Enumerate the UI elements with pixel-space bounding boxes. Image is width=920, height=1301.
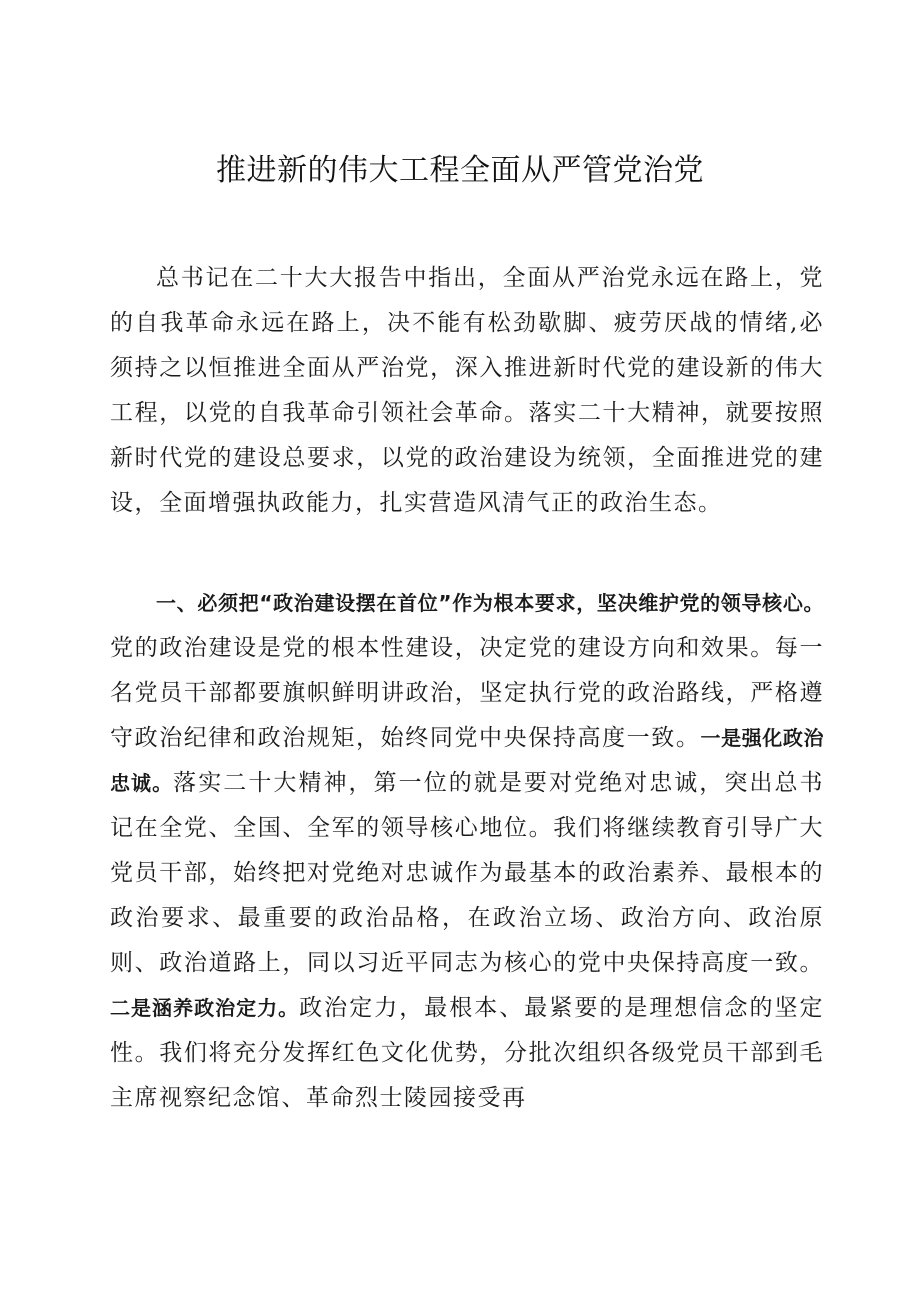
point-heading-loyalty: 一是强化政治忠诚。 — [110, 726, 825, 795]
paragraph-text: 落实二十大精神，第一位的就是要对党绝对忠诚，突出总书记在全党、全国、全军的领导核心地位。我们将继续教育引导广大党员干部，始终把对党绝对忠诚作为最基本的政治素养、最根本的政治要求、最重要的政治品格，在政治立场、政治方向、政治原则、政治道路上，同以习近平同志为核心的党中央保持高度一致。 — [110, 770, 825, 976]
paragraph-intro: 总书记在二十大大报告中指出，全面从严治党永远在路上，党的自我革命永远在路上，决不能有松劲歇脚、疲劳厌战的情绪,必须持之以恒推进全面从严治党，深入推进新时代党的建设新的伟大工程，以党的自我革命引领社会革命。落实二十大精神，就要按照新时代党的建设总要求，以党的政治建设为统领，全面推进党的建设，全面增强执政能力，扎实营造风清气正的政治生态。 — [110, 265, 824, 516]
point-heading-resolve: 二是涵养政治定力。 — [110, 996, 300, 1020]
paragraph-text: 政治定力，最根本、最紧要的是理想信念的坚定性。我们将充分发挥红色文化优势，分批次组织各级党员干部到毛主席视察纪念馆、革命烈士陵园接受再 — [110, 995, 825, 1111]
paragraph-text: 党的政治建设是党的根本性建设，决定党的建设方向和效果。每一名党员干部都要旗帜鲜明讲政治，坚定执行党的政治路线，严格遵守政治纪律和政治规矩，始终同党中央保持高度一致。 — [110, 635, 824, 751]
section-heading: 一、必须把“政治建设摆在首位”作为根本要求，坚决维护党的领导核心。 — [156, 591, 824, 615]
document-title: 推进新的伟大工程全面从严管党治党 — [216, 153, 704, 188]
paragraph-political-construction — [110, 581, 824, 1121]
